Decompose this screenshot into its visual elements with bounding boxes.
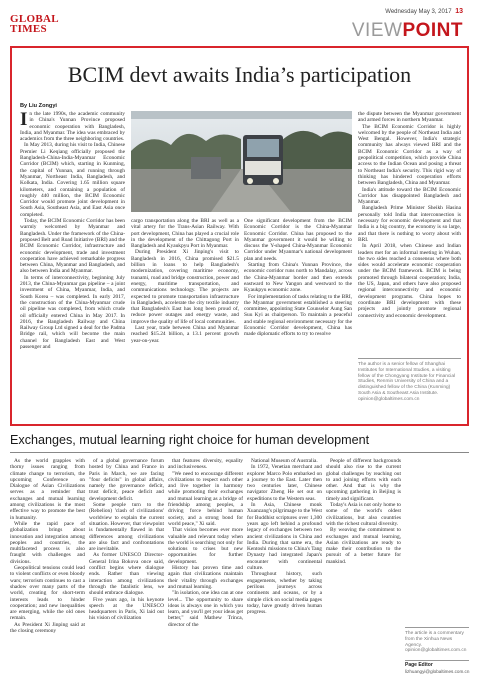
paragraph: As President Xi Jinping said at the closing ceremony xyxy=(10,621,85,635)
paragraph: Geopolitical tensions could lead to violent conflicts or even bloody wars; terrorism continues to cast a shadow over many parts of the world, creating for short-term interests leads to hinder cooperation; and new inequalities are emerging, while the old ones remain. xyxy=(10,565,85,622)
source-note: The article is a commentary from the Xinhua News Agency. opinion@globaltimes.com.cn xyxy=(405,627,469,654)
paragraph: In April 2018, when Chinese and Indian leaders met for an informal meeting in Wuhan, the two sides reached a consensus where both sides would accelerate economic cooperation under the BCIM framework. BCIM is being promoted through bilateral cooperation; India, the US, Japan, and others have also proposed regional interconnectivity and economic development programs. China hopes to coordinate BRI development with these projects and jointly promote regional connectivity and economic development. xyxy=(358,243,461,319)
paragraph: History has proven time and again that civilizations maintain their vitality through exchanges and mutual learning. xyxy=(168,565,243,590)
commentary-column-3 xyxy=(168,458,243,690)
paragraph: Throughout history, such engagements, whether by taking perilous journeys across continents and oceans, or by a simple click on social media pages today, have greatly driven human progress. xyxy=(247,571,322,616)
paragraph: That vision becomes ever more valuable and relevant today when the world is searching not only for solutions to crises but new opportunities for further development. xyxy=(168,527,243,565)
paragraph: In the late 1990s, the academic community in China's Yunnan Province proposed economic cooperation with Bangladesh, India, and Myanmar. The idea was embraced by academics from the three neighboring countries. xyxy=(20,109,125,143)
masthead xyxy=(0,0,477,46)
paragraph: During President Xi Jinping's visit to Bangladesh in 2016, China promised $21.5 billion in loans to help Bangladesh's modernization, covering maritime economy, tsunami, road and bridge construction, power and energy, maritime transportation, and communications technology. The projects are expected to promote transportation infrastructure in Bangladesh, accelerate the city textile industry that Bangladesh's East has long been proud of, reduce power outages and energy waste, and improve the quality of life of local communities. xyxy=(131,249,239,325)
page-editor-box: Page Editor lizhuangyi@globaltimes.com.cn xyxy=(405,660,469,690)
paragraph: By weaving the commitment to exchanges and mutual learning, Asian civilizations are ready to make their contribution to the pursuit of a better future for mankind. xyxy=(326,527,401,565)
commentary-column-5 xyxy=(326,458,401,690)
paragraph: cargo transportation along the BRI as well as a vital artery for the Trans-Asian Railway. With port development, China has played a crucial role in the development of the Chittagong Port in Bangladesh and Kyaukpyu Port in Myanmar. xyxy=(131,218,239,250)
paragraph: For implementation of tasks relating to the BRI, the Myanmar government established a steering committee, appointing State Counselor Aung San Suu Kyi as chairperson. To maintain a peaceful and stable regional environment necessary for the Economic Corridor development, China has made diplomatic efforts to try to resolve xyxy=(244,293,352,338)
feature-article xyxy=(10,46,469,426)
paragraph: In Asia, Chinese monk Xuanzang's pilgrimage to the West for Buddhist scriptures over 1,300 years ago left behind a profound legacy of exchanges between two ancient civilizations in China and India. During that same era, the Kentoshi missions to China's Tang Dynasty had integrated Japan's encounter with continental culture. xyxy=(247,502,322,572)
paragraph: While the rapid pace of globalization brings about innovation and integration among peoples and countries, the multifaceted process is also fraught with challenges and divisions. xyxy=(10,520,85,565)
paragraph: As former UNESCO Director-General Irina Bokova once said, conflict begins where dialogue ends. Rather than viewing interaction among civilizations through the fatalistic lens, we should embrace dialogue. xyxy=(89,552,164,597)
bus-on-road-photo xyxy=(131,111,352,212)
paragraph: As the world grapples with thorny issues ranging from climate change to terrorism, the upcoming Conference on Dialogue of Asian Civilizations serves as a reminder that exchanges and mutual learning among civilizations is the most effective way to promote the best in humanity. xyxy=(10,458,85,521)
paragraph: In terms of interconnectivity, beginning July 2013, the China-Myanmar gas pipeline – a joint investment of China, Myanmar, India, and South Korea – was completed. In early 2017, the construction of the China-Myanmar crude oil pipeline was completed, from which crude oil officially entered China in May 2017. In 2016, the Bangladesh Railway and China Railway Group Ltd signed a deal for the Padma Bridge rail, which will become the main channel for Bangladesh East and West passenger and xyxy=(20,274,125,350)
paragraph: Today's Asia is not only home to some of the world's oldest civilizations, but also countries with the richest cultural diversity. xyxy=(326,502,401,527)
commentary-column-2 xyxy=(89,458,164,690)
section-title: VIEWPOINT xyxy=(351,20,463,41)
paragraph: Bangladesh Prime Minister Sheikh Hasina personally told India that interconnection is necessary for economic development and that India is a big country, the economy is so large, and that there is nothing to worry about with BRI. xyxy=(358,205,461,243)
author-bio: The author is a senior fellow of Shanghai Institutes for International Studies, a visiting fellow of the Chongyang Institute for Financial Studies, Renmin University of China and a distinguished fellow of the China (Kunming) South Asia & Southeast Asia Institute. opinion@globaltimes.com.cn xyxy=(358,358,461,418)
global-times-logo[interactable]: GLOBAL TIMES xyxy=(10,13,59,35)
paragraph: People of different backgrounds should also rise to the current global challenges by reaching out to and joining efforts with each other. And that is why the upcoming gathering in Beijing is timely and significant. xyxy=(326,458,401,502)
paragraph: The BCIM Economic Corridor is highly welcomed by the people of Northeast India and West Bengal. However, India's strategic community has always viewed BRI and the BCIM Economic Corridor as a way of geopolitical competition, which provide China access to the Indian Ocean and posing a threat to Northeast India's security. This rigid way of thinking has hindered cooperation efforts between Bangladesh, China and Myanmar. xyxy=(358,123,461,187)
paragraph: "We need to encourage different civilizations to respect each other and live together in harmony while promoting their exchanges and mutual learning as a bridge of friendship among peoples, a driving force behind human society, and a strong bond for world peace," Xi said. xyxy=(168,470,243,527)
article-column-1 xyxy=(20,111,125,420)
divider xyxy=(10,452,469,453)
drop-cap: I xyxy=(20,109,28,130)
paragraph: Some people turn to the (Rebelion) 'clash of civilizations' worldview to explain the current situation. However, that viewpoint is fundamentally flawed in that differences among civilizations are also fact and confrontations are inevitable. xyxy=(89,502,164,553)
editor-email[interactable]: lizhuangyi@globaltimes.com.cn xyxy=(405,668,470,674)
paragraph: One significant development from the BCIM Economic Corridor is the China-Myanmar Economic Corridor. China has proposed to the Myanmar government it would be willing to discuss the Y-shaped China-Myanmar Economic Corridor under Myanmar's national development plan and needs. xyxy=(244,218,352,262)
article-column-4 xyxy=(358,111,461,356)
paragraph: In 1972, Venetian merchant and explorer Marco Polo embarked on a journey to the East. Later then two centuries later, Chinese navigator Zheng He set out on expeditions to the Western seas. xyxy=(247,464,322,502)
paragraph: National Museum of Australia. xyxy=(251,458,318,464)
paragraph: the dispute between the Myanmar government and armed forces in northern Myanmar. xyxy=(358,111,461,124)
feature-headline: BCIM devt awaits India’s participation xyxy=(67,62,412,87)
commentary-column-1 xyxy=(10,458,85,690)
paragraph: "In isolation, one idea can at one level... The opportunity to share ideas is always one in which you learn, and you'll get your ideas get better," said Mathew Trinca, director of the xyxy=(168,590,243,628)
byline: By Liu Zongyi xyxy=(20,103,57,109)
article-photo xyxy=(131,111,352,212)
dateline: Wednesday May 3, 2017 13 xyxy=(385,8,463,15)
commentary-column-4 xyxy=(247,458,322,690)
paragraph: Last year, trade between China and Myanmar reached $15.24 billion, a 13.1 percent growth year-on-year. xyxy=(131,325,239,344)
page-number: 13 xyxy=(455,8,463,15)
article-column-3 xyxy=(244,218,352,423)
paragraph: India's attitude toward the BCIM Economic Corridor has disappointed Bangladesh and Myanmar. xyxy=(358,186,461,206)
paragraph: Today, the BCIM Economic Corridor has been warmly welcomed by Myanmar and Bangladesh. Under the framework of the China-proposed Belt and Road Initiative (BRI) and the BCIM Economic Corridor, infrastructure and economic development, trade and investment cooperation have achieved remarkable progress between China, Myanmar and Bangladesh, and also between India and Myanmar. xyxy=(20,218,125,275)
paragraph: that features diversity, equality and inclusiveness. xyxy=(168,458,243,471)
second-headline: Exchanges, mutual learning right choice for human development xyxy=(10,433,370,447)
paragraph: Five years ago, in his keynote speech at the UNESCO headquarters in Paris, Xi laid out his vision of civilization xyxy=(89,596,164,622)
paragraph: of a global governance forum hosted by China and France in Paris in March, we are facing "four deficits" in global affairs, namely the governance deficit, trust deficit, peace deficit and development deficit. xyxy=(89,458,164,502)
article-column-2 xyxy=(131,218,239,423)
paragraph: Starting from China's Yunnan Province, the economic corridor runs north to Mandalay, across the China-Myanmar border and then extends eastward to New Yangon and westward to the Kyaukpyu economic zone. xyxy=(244,262,352,294)
paragraph: In May 2013, during his visit to India, Chinese Premier Li Keqiang officially proposed the Bangladesh-China-India-Myanmar Economic Corridor (BCIM) which, starting in Kunming, the capital of Yunnan, and running through Myanmar, Northeast India, Bangladesh, and Kolkata, India. Covering 1.65 million square kilometers, and containing a population of roughly 440 million, the BCIM Economic Corridor would promote joint development in South Asia, Southeast Asia, and East Asia once completed. xyxy=(20,142,125,218)
